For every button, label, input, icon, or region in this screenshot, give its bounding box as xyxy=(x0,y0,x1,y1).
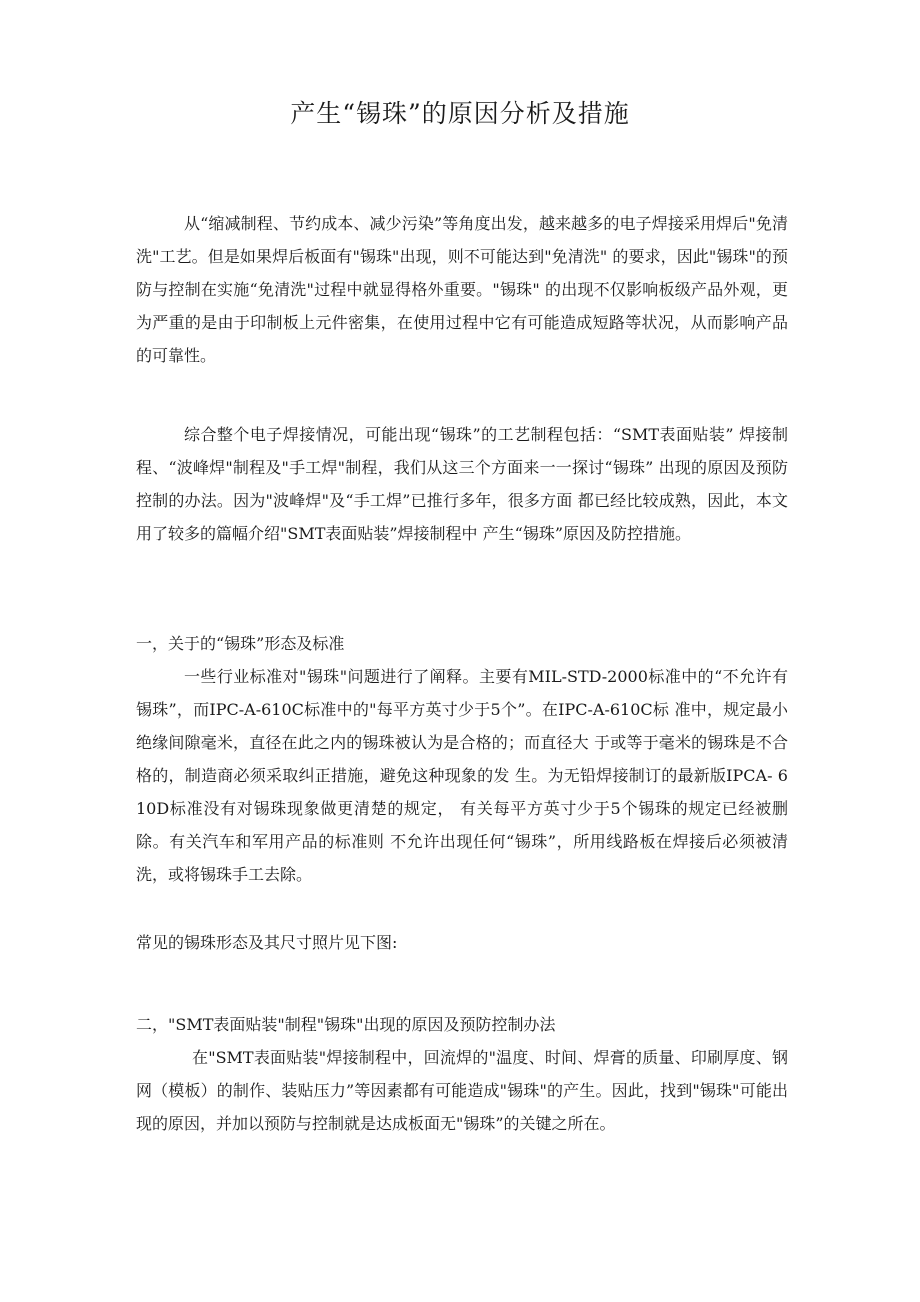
photo-note-paragraph: 常见的锡珠形态及其尺寸照片见下图: xyxy=(136,933,398,952)
document-title: 产生“锡珠”的原因分析及措施 xyxy=(290,99,630,128)
section-heading-standards: 一，关于的“锡珠”形态及标准 xyxy=(136,634,345,653)
intro-paragraph: 从“缩减制程、节约成本、减少污染”等角度出发，越来越多的电子焊接采用焊后"免清洗"工艺。但是如果焊后板面有"锡珠"出现，则不可能达到"免清洗" 的要求，因此"锡珠"的预防与控制在实施“免清洗"过程中就显得格外重要。"锡珠" 的出现不仅影响板级产品外观，更为严重的是由于印制板上元件密集，在使用过程中它有可能造成短路等状况，从而影响产品的可靠性。 xyxy=(136,214,788,365)
overview-paragraph: 综合整个电子焊接情况，可能出现“锡珠”的工艺制程包括：“SMT表面贴装” 焊接制程、“波峰焊"制程及"手工焊"制程，我们从这三个方面来一一探讨“锡珠” 出现的原因及预防控制的办法。因为"波峰焊"及“手工焊”已推行多年，很多方面 都已经比较成熟，因此，本文用了较多的篇幅介绍"SMT表面贴装”焊接制程中 产生“锡珠”原因及防控措施。 xyxy=(136,425,788,543)
standards-paragraph: 一些行业标准对"锡珠"问题进行了阐释。主要有MIL-STD-2000标准中的“不允许有锡珠”，而IPC-A-610C标准中的"每平方英寸少于5个”。在IPC-A-610C标 准中，规定最小绝缘间隙毫米，直径在此之内的锡珠被认为是合格的；而直径大 于或等于毫米的锡珠是不合格的，制造商必须采取纠正措施，避免这种现象的发 生。为无铅焊接制订的最新版IPCA- 610D标准没有对锡珠现象做更清楚的规定， 有关每平方英寸少于5个锡珠的规定已经被删除。有关汽车和军用产品的标准则 不允许出现任何“锡珠”，所用线路板在焊接后必须被清洗，或将锡珠手工去除。 xyxy=(136,667,788,884)
smt-causes-paragraph: 在"SMT表面贴装"焊接制程中，回流焊的"温度、时间、焊膏的质量、印刷厚度、钢网（模板）的制作、装贴压力”等因素都有可能造成"锡珠"的产生。因此，找到"锡珠"可能出现的原因，并加以预防与控制就是达成板面无"锡珠”的关键之所在。 xyxy=(136,1048,788,1133)
section-heading-smt: 二，"SMT表面贴装"制程"锡珠"出现的原因及预防控制办法 xyxy=(136,1015,556,1034)
